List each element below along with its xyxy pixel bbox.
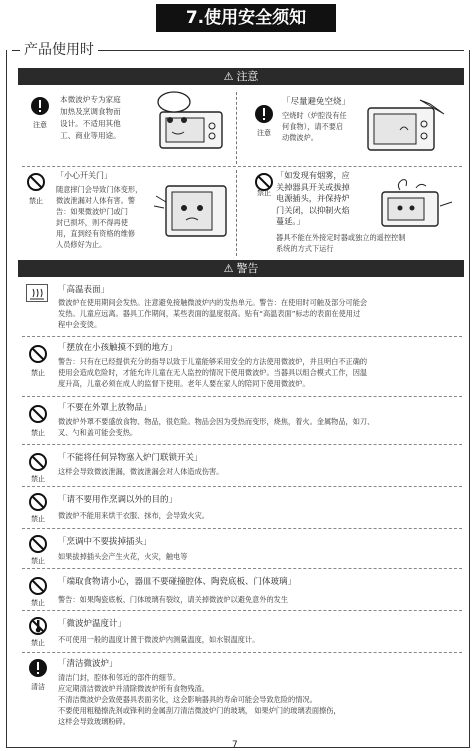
divider <box>22 486 462 487</box>
warning-heading: 「不能将任何异物塞入炉门联锁开关」 <box>58 453 203 463</box>
warning-heading: 「高温表面」 <box>58 285 110 295</box>
warning-band-label: 警告 <box>236 262 259 275</box>
microwave-chef-illustration <box>140 90 230 156</box>
caution-heading: 「如发现有烟雾，应 关掉器具开关或拔掉 电源插头，并保持炉 门关闭，以抑制火焰 蔓延。」 <box>276 170 350 226</box>
caution-text: 器具不能在外接定时器或独立的遥控控制 系统的方式下运行 <box>276 233 406 253</box>
prohibited-icon <box>28 492 48 512</box>
warning-text: 微波炉不能用来烘干衣服、抹布，会导致火灾。 <box>58 511 209 520</box>
hot-surface-icon <box>26 284 48 302</box>
cleaning-label: 清洁 <box>31 683 45 691</box>
warning-heading: 「清洁微波炉」 <box>58 659 118 669</box>
divider <box>22 396 462 397</box>
warning-triangle-icon: ⚠ <box>223 262 234 275</box>
prohibited-label: 禁止 <box>31 429 45 437</box>
caution-label: 注意 <box>257 129 271 137</box>
prohibited-icon <box>28 534 48 554</box>
prohibited-icon <box>28 404 48 424</box>
warning-heading: 「端取食物请小心，器皿不要碰撞腔体、陶瓷底板、门体玻璃」 <box>58 577 297 587</box>
warning-text: 警告：只有在已经提供充分的指导以致于儿童能够采用安全的方法使用微波炉，并且明白不正确的 使用会造成危险时，才能允许儿童在无人监控的情况下使用微波炉。当器具以组合模式工作，因温 度升高，儿童必须在成人的监督下使用。老年人要在家人的陪同下使用微波炉。 <box>58 357 368 388</box>
warning-heading: 「微波炉温度计」 <box>58 619 127 629</box>
microwave-empty-illustration <box>360 94 450 160</box>
prohibited-icon <box>28 452 48 472</box>
prohibited-icon <box>28 344 48 364</box>
divider <box>22 610 462 611</box>
caution-label: 注意 <box>33 121 47 129</box>
warning-text: 不可使用一般的温度计置于微波炉内测量温度，如水银温度计。 <box>58 635 260 644</box>
column-divider <box>236 92 237 164</box>
exclamation-icon <box>254 104 274 124</box>
warning-triangle-icon: ⚠ <box>223 70 234 83</box>
prohibited-icon <box>26 172 46 192</box>
column-divider <box>236 170 237 256</box>
prohibited-label: 禁止 <box>31 639 45 647</box>
warning-heading: 「烹调中不要拔掉插头」 <box>58 537 152 547</box>
page-number: 7 <box>232 740 238 750</box>
no-thermometer-icon <box>28 616 48 636</box>
divider <box>22 568 462 569</box>
warning-text: 清洁门封，腔体和邻近的部件的细节。 应定期清洁微波炉并清除微波炉所有食物残渣。 不清洁微波炉会致使器具表面劣化，这会影响器具的寿命可能会导致危险的情况。 不要使用粗糙擦洗剂或锋利的金属刮刀清洁微波炉门的玻璃， 如果炉门的玻璃表面擦伤， 这样会导致玻璃粉碎。 <box>58 673 341 726</box>
divider <box>22 166 462 167</box>
divider <box>22 336 462 337</box>
prohibited-label: 禁止 <box>31 599 45 607</box>
exclamation-icon <box>28 658 48 678</box>
exclamation-icon <box>30 96 50 116</box>
warning-heading: 「不要在外罩上放物品」 <box>58 403 152 413</box>
warning-heading: 「请不要用作烹调以外的目的」 <box>58 495 178 505</box>
prohibited-label: 禁止 <box>257 189 271 197</box>
section-title: 产品使用时 <box>20 40 98 60</box>
divider <box>22 444 462 445</box>
warning-text: 警告：如果陶瓷底板、门体玻璃有裂纹，请关掉微波炉以避免意外的发生 <box>58 595 289 604</box>
warning-text: 如果拔掉插头会产生火花，火灾，触电等 <box>58 552 188 561</box>
caution-text: 随意摔门会导致门体变形， 微波泄漏对人体有害。警 告：如果微波炉门或门 封已损坏，则不得再使 用，直到经有资格的维修 人员修好为止。 <box>56 185 143 249</box>
microwave-door-illustration <box>152 176 234 250</box>
caution-band <box>18 68 464 85</box>
warning-text: 这样会导致微波泄漏，微波泄漏会对人体造成伤害。 <box>58 467 224 476</box>
microwave-smoke-illustration <box>370 176 456 234</box>
prohibited-icon <box>28 576 48 596</box>
page-title: 7.使用安全须知 <box>156 4 336 32</box>
caution-text: 本微波炉专为家庭 加热及烹调食物而 设计。不适用其他 工、商业等用途。 <box>60 95 121 140</box>
warning-text: 微波炉外罩不要盛放食物、物品，很危险。物品会因为受热而变形，烧焦，着火。金属物品，如刀、 叉、勺和盖可能会变热。 <box>58 417 375 437</box>
divider <box>22 652 462 653</box>
caution-text: 空烧时（炉腔没有任 何食物），请不要启 动微波炉。 <box>282 111 347 142</box>
warning-text: 微波炉在使用期间会发热。注意避免接触微波炉内的发热单元。警告：在使用时可触及部分可能会 发热。儿童应远离。器具工作期间，某些表面的温度很高。贴有“高温表面”标志的表面在使用过 程中会变烫。 <box>58 298 368 329</box>
divider <box>22 528 462 529</box>
prohibited-label: 禁止 <box>31 515 45 523</box>
prohibited-label: 禁止 <box>29 197 43 205</box>
caution-band-label: 注意 <box>236 70 259 83</box>
prohibited-label: 禁止 <box>31 557 45 565</box>
prohibited-label: 禁止 <box>31 369 45 377</box>
prohibited-label: 禁止 <box>31 475 45 483</box>
caution-heading: 「小心开关门」 <box>56 171 112 180</box>
warning-band <box>18 260 464 277</box>
warning-heading: 「摆放在小孩触摸不到的地方」 <box>58 343 178 353</box>
caution-heading: 「尽量避免空烧」 <box>282 97 351 107</box>
